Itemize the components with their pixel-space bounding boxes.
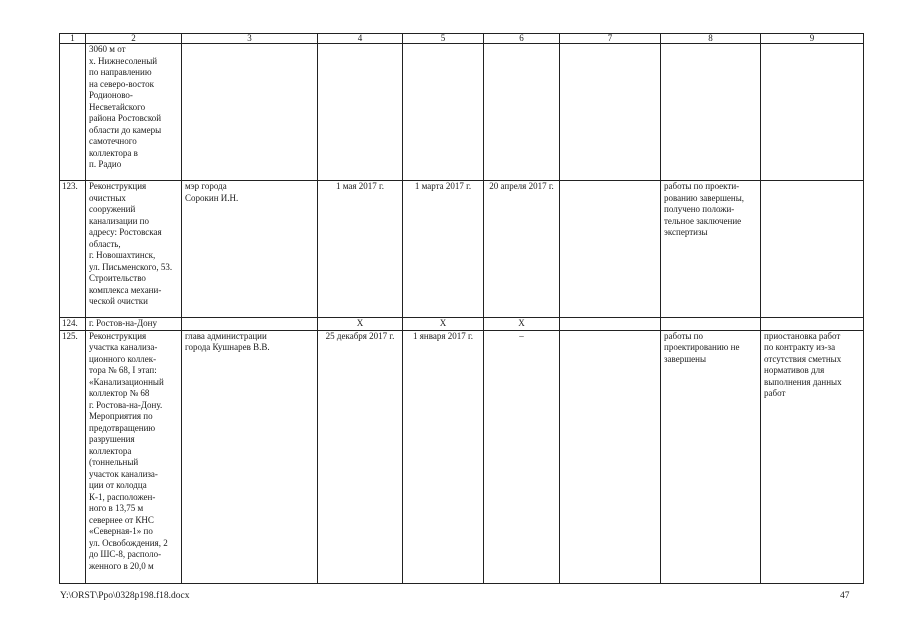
note-cell (761, 318, 864, 331)
note-cell: приостановка работ по контракту из-за отсутствия сметных нормативов для выполнения данных работ (761, 330, 864, 583)
object-cell: 3060 м от х. Нижнесоленый по направлению на северо-восток Родионово- Несветайского района Ростовской области до камеры самотечного коллектора в п. Радио (86, 44, 182, 181)
column-header: 6 (484, 34, 560, 44)
column-header: 9 (761, 34, 864, 44)
responsible-cell: глава администрации города Кушнарев В.В. (182, 330, 318, 583)
col7-cell (560, 181, 661, 318)
page-number: 47 (840, 591, 850, 601)
column-header: 5 (403, 34, 484, 44)
table-row (60, 318, 864, 331)
responsible-cell (182, 44, 318, 181)
date-end-cell (484, 44, 560, 181)
status-cell (661, 318, 761, 331)
status-cell: работы по проектированию не завершены (661, 330, 761, 583)
column-number-row (60, 34, 864, 44)
status-cell (661, 44, 761, 181)
responsible-cell: мэр города Сорокин И.Н. (182, 181, 318, 318)
date-start-cell: 1 января 2017 г. (403, 330, 484, 583)
table-row (60, 44, 864, 181)
row-number: 125. (60, 330, 86, 583)
date-end-cell: 20 апреля 2017 г. (484, 181, 560, 318)
date-start-cell (403, 44, 484, 181)
data-table (59, 33, 864, 584)
note-cell (761, 44, 864, 181)
object-cell: г. Ростов-на-Дону (86, 318, 182, 331)
status-cell: работы по проекти- рованию завершены, получено положи- тельное заключение экспертизы (661, 181, 761, 318)
col7-cell (560, 318, 661, 331)
object-cell: Реконструкция очистных сооружений канализации по адресу: Ростовская область, г. Новошахтинск, ул. Письменского, 53. Строительство комплекса механи- ческой очистки (86, 181, 182, 318)
object-cell: Реконструкция участка канализа- ционного коллек- тора № 68, I этап: «Канализационный коллектор № 68 г. Ростова-на-Дону. Мероприятия по предотвращению разрушения коллектора (тоннельный участок канализа- ции от колодца К-1, расположен- ного в 13,75 м севернее от КНС «Северная-1» по ул. Освобождения, 2 до ШС-8, располо- женного в 20,0 м (86, 330, 182, 583)
table-row (60, 181, 864, 318)
date-plan-cell: 1 мая 2017 г. (318, 181, 403, 318)
column-header: 8 (661, 34, 761, 44)
date-plan-cell (318, 44, 403, 181)
column-header: 2 (86, 34, 182, 44)
date-start-cell: 1 марта 2017 г. (403, 181, 484, 318)
row-number: 124. (60, 318, 86, 331)
date-end-cell: Х (484, 318, 560, 331)
column-header: 4 (318, 34, 403, 44)
date-plan-cell: Х (318, 318, 403, 331)
footer-file-path: Y:\ORST\Ppo\0328p198.f18.docx (60, 591, 190, 601)
table-row (60, 330, 864, 583)
col7-cell (560, 330, 661, 583)
date-end-cell: – (484, 330, 560, 583)
responsible-cell (182, 318, 318, 331)
column-header: 1 (60, 34, 86, 44)
col7-cell (560, 44, 661, 181)
date-start-cell: Х (403, 318, 484, 331)
note-cell (761, 181, 864, 318)
column-header: 7 (560, 34, 661, 44)
date-plan-cell: 25 декабря 2017 г. (318, 330, 403, 583)
row-number (60, 44, 86, 181)
row-number: 123. (60, 181, 86, 318)
column-header: 3 (182, 34, 318, 44)
